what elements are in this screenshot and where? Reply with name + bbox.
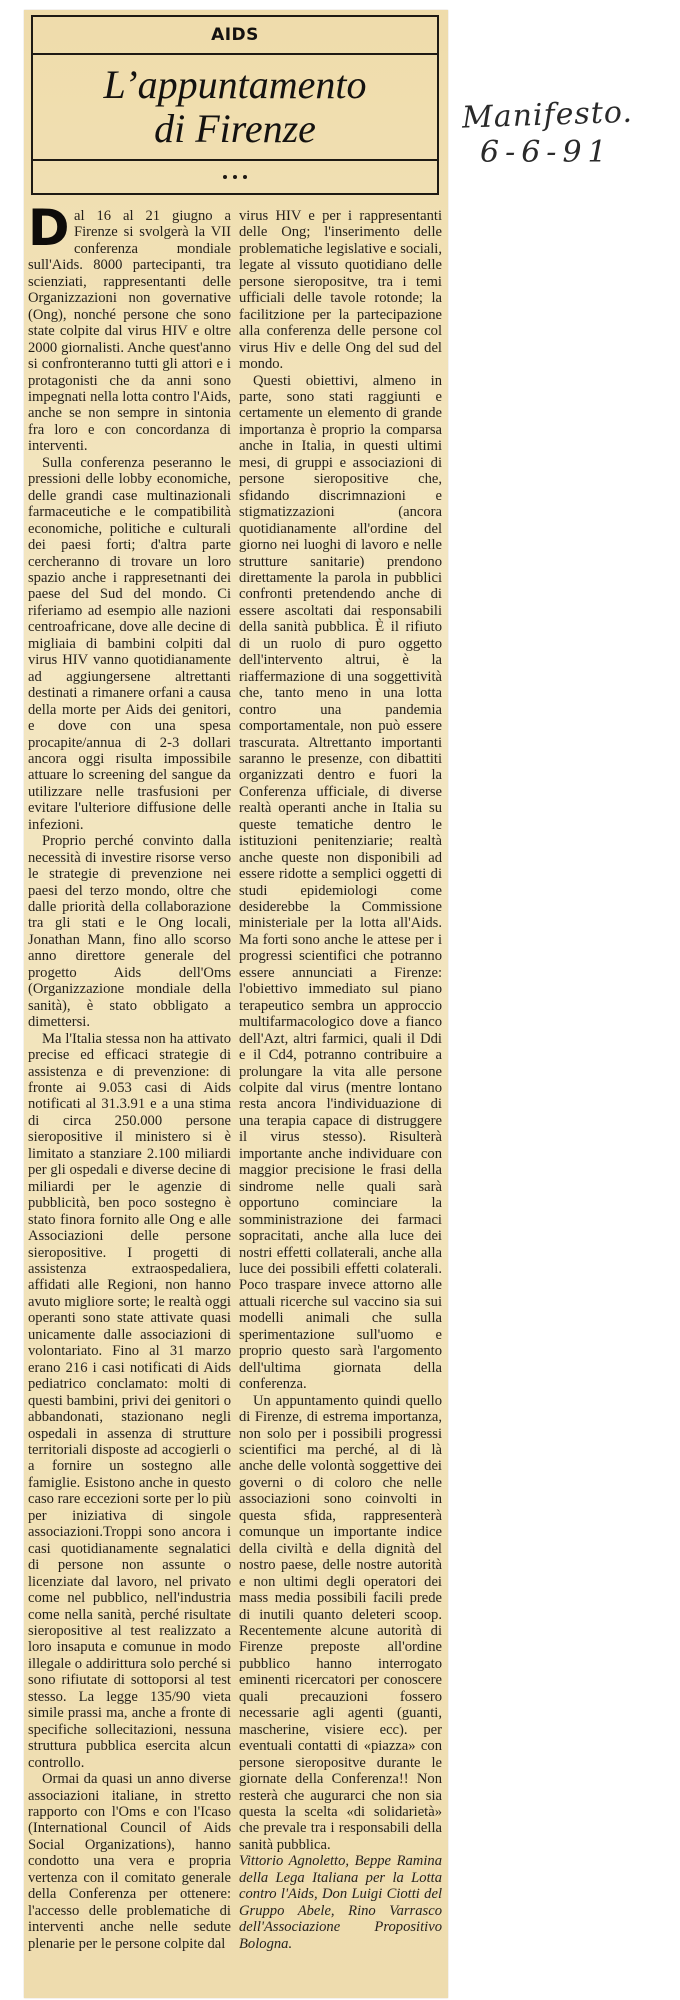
newspaper-clipping: [24, 10, 448, 1998]
paragraph: Questi obiettivi, almeno in parte, sono stati raggiunti e certamente un elemento di grande importanza è proprio la comparsa anche in Italia, in questi ultimi mesi, di gruppi e associazioni di persone sieropositive che, sfidando discrimnazioni e stigmatizzazioni (ancora quotidianamente all'ordine del giorno nei luoghi di lavoro e nelle strutture sanitarie) prendono direttamente la parola in pubblici confronti pretendendo anche di essere ascoltati dai responsabili della sanità pubblica. È il rifiuto di un ruolo di puro oggetto dell'intervento altrui, è la riaffermazione di una soggettività che, tanto meno in una lotta contro una pandemia comportamentale, non può essere trascurata. Altrettanto importanti saranno le presenze, con dibattiti organizzati dentro e fuori la Conferenza ufficiale, di diverse realtà operanti anche in Italia su queste tematiche dentro le istituzioni penitenziarie; realtà anche queste non disponibili ad essere ridotte a semplici oggetti di studi epidemiologi come desiderebbe la Commissione ministeriale per la lotta all'Aids. Ma forti sono anche le attese per i progressi scientifici che potranno essere annunciati a Firenze: l'obiettivo immediato sul piano terapeutico sembra un approccio multifarmacologico dove a fianco dell'Azt, altri farmici, quali il Ddi e il Cd4, potranno contribuire a prolungare la vita alle persone colpite dal virus (mentre lontano resta ancora l'individuazione di una terapia capace di distruggere il virus stesso). Risulterà importante anche individuare con maggior precisione le frasi della sindrome nelle quali sarà opportuno cominciare la somministrazione dei farmaci sopracitati, anche alla luce dei nostri effetti collaterali, anche alla luce dei possibili effetti colaterali. Poco traspare invece attorno alle attuali ricerche sul vaccino sia sui modelli animali che sulla sperimentazione sull'uomo e proprio questo sarà l'argomento dell'ultima giornata della conferenza.: [239, 372, 442, 1393]
headline-line-1: L’appuntamento: [103, 62, 367, 107]
divider-dots: [33, 161, 437, 193]
handwritten-date: 6-6-91: [480, 135, 613, 170]
paragraph: virus HIV e per i rappresentanti delle Ong; l'inserimento delle problematiche legislative e sociali, legate al vissuto quotidiano delle persone sieropositve, tra i temi ufficiali delle tavole rotonde; la facilitzione per la partecipazione alla conferenza delle persone col virus Hiv e delle Ong del sud del mondo.: [239, 208, 442, 373]
paragraph: Un appuntamento quindi quello di Firenze, di estrema importanza, non solo per i possibili progressi scientifici ma perché, al di là anche delle volontà soggettive dei governi o di coloro che nelle associazioni sono coinvolti in questa sfida, rappresenterà comunque un importante indice della civiltà e della dignità del nostro paese, delle nostre autorità e non ultimi degli operatori dei mass media possibili facili prede di inutili quanto deleteri scoop. Recentemente alcune autorità di Firenze preposte all'ordine pubblico hanno interrogato eminenti ricercatori per conoscere quali precauzioni fossero necessarie agli agenti (guanti, mascherine, visiere ecc). per eventuali contatti di «piazza» con persone sieropositve durante le giornate della Conferenza!! Non resterà che augurarci che non sia questa la scelta «di solidarietà» che prevale tra i responsabili della sanità pubblica.: [239, 1392, 442, 1853]
article-body: [28, 199, 442, 1952]
paragraph: Proprio perché convinto dalla necessità di investire risorse verso le strategie di prevenzione nei paesi del terzo mondo, oltre che dalle priorità della collaborazione tra gli stati e le Ong locali, Jonathan Mann, fino allo scorso anno direttore generale del progetto Aids dell'Oms (Organizzazione mondiale della sanità), è stato obbligato a dimettersi.: [28, 833, 231, 1031]
dot-icon: [223, 175, 227, 179]
handwritten-source: Manifesto.: [461, 94, 634, 136]
dot-icon: [233, 175, 237, 179]
column-left: [28, 199, 231, 1952]
headline: [33, 55, 437, 161]
drop-cap: D: [28, 199, 68, 257]
paragraph: Sulla conferenza peseranno le pressioni delle lobby economiche, delle grandi case multinazionali farmaceutiche e le compatibilità economiche, politiche e culturali dei paesi forti; d'altra parte cercheranno di trovare un loro spazio anche i rappresetnanti dei paese del Sud del mondo. Ci riferiamo ad esempio alle nazioni centroafricane, dove alle decine di migliaia di bambini colpiti dal virus HIV vanno quotidianamente ad aggiungersene altrettanti destinati a rimanere orfani a causa della morte per Aids dei genitori, e dove con una spesa procapite/annua di 2-3 dollari ancora oggi risulta impossibile attuare lo screening del sangue da utilizzare nelle trasfusioni per evitare l'ulteriore diffusione delle infezioni.: [28, 454, 231, 833]
paragraph: [28, 199, 231, 455]
paragraph-text: al 16 al 21 giugno a Firenze si svolgerà la VII conferenza mondiale sull'Aids. 8000 partecipanti, tra scienziati, rappresentanti delle Organizzazioni non governative (Ong), nonché persone che sono state colpite dal virus HIV e oltre 2000 giornalisti. Anche quest'anno si confronteranno tutti gli attori e i protagonisti che da anni sono impegnati nella lotta contro l'Aids, anche se non sempre in sintonia fra loro e con concordanza di interventi.: [28, 208, 231, 455]
headline-line-2: di Firenze: [154, 106, 316, 151]
column-right: [239, 208, 442, 1952]
paragraph: Ormai da quasi un anno diverse associazioni italiane, in stretto rapporto con l'Oms e con l'Icaso (International Council of Aids Social Organizations), hanno condotto una vera e propria vertenza con il comitato generale della Conferenza per ottenere: l'accesso delle problematiche di interventi anche nelle sedute plenarie per le persone colpite dal: [28, 1771, 231, 1952]
dot-icon: [243, 175, 247, 179]
handwritten-annotation: [461, 94, 672, 170]
author-signature: Vittorio Agnoletto, Beppe Ramina della Lega Italiana per la Lotta contro l'Aids, Don Luigi Ciotti del Gruppo Abele, Rino Varrasco dell'Associazione Propositivo Bologna.: [239, 1853, 442, 1952]
paragraph: Ma l'Italia stessa non ha attivato precise ed efficaci strategie di assistenza e di prevenzione: di fronte ai 9.053 casi di Aids notificati al 31.3.91 e a una stima di circa 250.000 persone sieropositive il ministero si è limitato a stanziare 2.100 miliardi per gli ospedali e diverse decine di miliardi per le agenzie di pubblicità, ben poco sostegno è stato finora fornito alle Ong e alle Associazioni delle persone sieropositive. I progetti di assistenza extraospedaliera, affidati alle Regioni, non hanno avuto migliore sorte; le realtà oggi operanti sono state attivate quasi unicamente dalle associazioni di volontariato. Fino al 31 marzo erano 216 i casi notificati di Aids pediatrico conclamato: molti di questi bambini, privi dei genitori o abbandonati, stazionano negli ospedali in assenza di strutture territoriali disposte ad accogierli o a fornire un sostegno alle famiglie. Esistono anche in questo caso rare eccezioni sorte per lo più per iniziativa di singole associazioni.Troppi sono ancora i casi quotidianamente segnalatici di persone non assunte o licenziate dal lavoro, nel privato come nel pubblico, nell'industria come nella sanità, perché risultate sieropositive al test realizzato a loro insaputa e comunue in modo illegale o addirittura solo perché si sono rifiutate di sottoporsi al test stesso. La legge 135/90 vieta simile prassi ma, anche a fronte di specifiche sollecitazioni, nessuna struttura pubblica esercita alcun controllo.: [28, 1030, 231, 1771]
headline-box: [31, 15, 439, 195]
section-kicker: AIDS: [33, 17, 437, 55]
